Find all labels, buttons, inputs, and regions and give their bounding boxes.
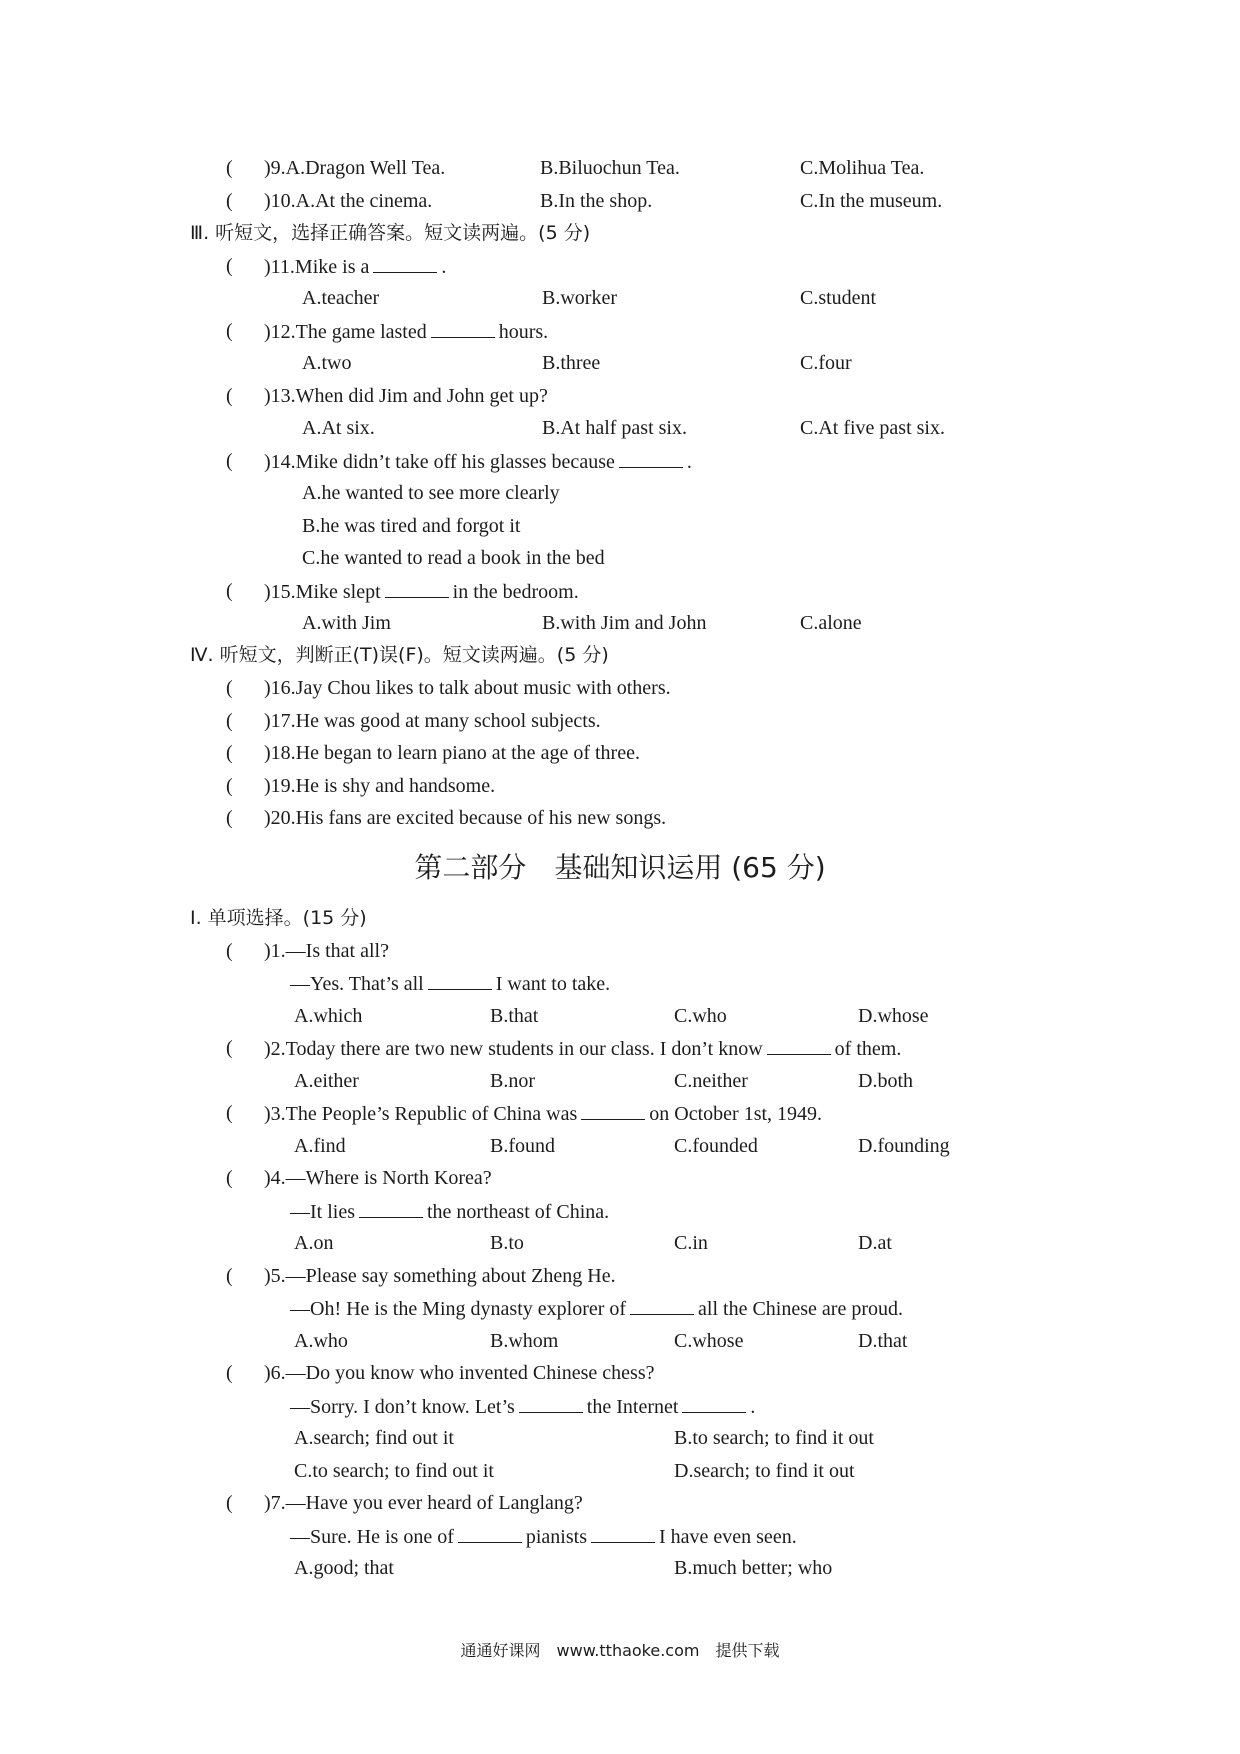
option-b: B.to [490,1232,524,1254]
answer-paren: ( [226,450,233,472]
option-c: C.four [800,352,852,374]
option-a: A.two [302,352,352,374]
question-stem: )19.He is shy and handsome. [264,775,496,797]
option-b: B.whom [490,1330,559,1352]
answer-paren: ( [226,807,233,829]
question-stem: )12.The game lasted hours. [264,321,549,343]
answer-blank [591,1524,655,1543]
option-b: B.found [490,1135,555,1157]
option-d: D.at [858,1232,892,1254]
answer-paren: ( [226,255,233,277]
question-stem: )11.Mike is a . [264,256,447,278]
answer-paren: ( [226,1102,233,1124]
option-d: D.search; to find it out [674,1460,855,1482]
answer-paren: ( [226,320,233,342]
section-header: Ⅰ. 单项选择。(15 分) [190,907,367,929]
question-line: —It lies the northeast of China. [290,1201,610,1223]
answer-blank [431,319,495,338]
option-c: C.founded [674,1135,758,1157]
option-c: C.to search; to find out it [294,1460,494,1482]
question-stem: )7.—Have you ever heard of Langlang? [264,1492,583,1514]
question-stem: )17.He was good at many school subjects. [264,710,601,732]
answer-blank [630,1296,694,1315]
question-stem: )10.A.At the cinema. [264,190,433,212]
option-a: A.which [294,1005,363,1027]
option-c: C.In the museum. [800,190,943,212]
option-b: B.At half past six. [542,417,687,439]
option-c: C.who [674,1005,727,1027]
answer-paren: ( [226,190,233,212]
section-header: Ⅲ. 听短文，选择正确答案。短文读两遍。(5 分) [190,222,591,244]
question-stem: )18.He began to learn piano at the age of three. [264,742,640,764]
option-b: B.Biluochun Tea. [540,157,680,179]
option-d: D.that [858,1330,908,1352]
answer-paren: ( [226,157,233,179]
answer-paren: ( [226,710,233,732]
answer-blank [682,1394,746,1413]
question-stem: )3.The People’s Republic of China was on October 1st, 1949. [264,1103,823,1125]
option-a: A.with Jim [302,612,391,634]
question-stem: )14.Mike didn’t take off his glasses because . [264,451,692,473]
answer-paren: ( [226,1265,233,1287]
option-a: A.search; find out it [294,1427,454,1449]
answer-blank [428,971,492,990]
option-b: B.nor [490,1070,535,1092]
option-d: D.founding [858,1135,950,1157]
option-c: C.neither [674,1070,748,1092]
option-c: C.student [800,287,877,309]
question-line: —Sure. He is one of pianists I have even seen. [290,1526,797,1548]
part-title: 第二部分 基础知识运用 (65 分) [414,851,826,884]
option-a: A.who [294,1330,348,1352]
option-a: A.on [294,1232,334,1254]
question-stem: )16.Jay Chou likes to talk about music with others. [264,677,671,699]
option-c: C.in [674,1232,708,1254]
question-stem: )6.—Do you know who invented Chinese chess? [264,1362,655,1384]
option-c: C.alone [800,612,862,634]
question-stem: )15.Mike slept in the bedroom. [264,581,579,603]
answer-blank [619,449,683,468]
answer-blank [385,579,449,598]
option-b: B.to search; to find it out [674,1427,874,1449]
question-stem: )20.His fans are excited because of his new songs. [264,807,667,829]
answer-paren: ( [226,1037,233,1059]
answer-blank [458,1524,522,1543]
question-stem: )2.Today there are two new students in our class. I don’t know of them. [264,1038,902,1060]
answer-paren: ( [226,1167,233,1189]
option-b: B.three [542,352,601,374]
option-d: D.whose [858,1005,929,1027]
question-line: —Sorry. I don’t know. Let’s the Internet . [290,1396,756,1418]
option-c: C.he wanted to read a book in the bed [302,547,605,569]
answer-paren: ( [226,940,233,962]
question-stem: )1.—Is that all? [264,940,389,962]
section-header: Ⅳ. 听短文，判断正(T)误(F)。短文读两遍。(5 分) [190,644,609,666]
answer-blank [767,1036,831,1055]
option-b: B.worker [542,287,617,309]
option-c: C.whose [674,1330,744,1352]
option-a: A.either [294,1070,359,1092]
option-b: B.that [490,1005,539,1027]
option-c: C.Molihua Tea. [800,157,925,179]
option-a: A.good; that [294,1557,394,1579]
answer-paren: ( [226,385,233,407]
page-footer: 通通好课网 www.tthaoke.com 提供下载 [460,1641,780,1660]
option-a: A.he wanted to see more clearly [302,482,560,504]
option-b: B.much better; who [674,1557,833,1579]
option-a: A.At six. [302,417,375,439]
question-stem: )9.A.Dragon Well Tea. [264,157,446,179]
answer-paren: ( [226,677,233,699]
question-line: —Oh! He is the Ming dynasty explorer of all the Chinese are proud. [290,1298,903,1320]
option-b: B.with Jim and John [542,612,707,634]
answer-paren: ( [226,1362,233,1384]
question-line: —Yes. That’s all I want to take. [290,973,611,995]
option-c: C.At five past six. [800,417,945,439]
option-a: A.find [294,1135,346,1157]
answer-blank [359,1199,423,1218]
question-stem: )13.When did Jim and John get up? [264,385,548,407]
answer-paren: ( [226,775,233,797]
answer-blank [581,1101,645,1120]
question-stem: )5.—Please say something about Zheng He. [264,1265,616,1287]
option-a: A.teacher [302,287,380,309]
answer-paren: ( [226,1492,233,1514]
answer-paren: ( [226,742,233,764]
option-b: B.he was tired and forgot it [302,515,521,537]
answer-blank [519,1394,583,1413]
question-stem: )4.—Where is North Korea? [264,1167,492,1189]
option-d: D.both [858,1070,913,1092]
answer-blank [373,254,437,273]
option-b: B.In the shop. [540,190,653,212]
answer-paren: ( [226,580,233,602]
